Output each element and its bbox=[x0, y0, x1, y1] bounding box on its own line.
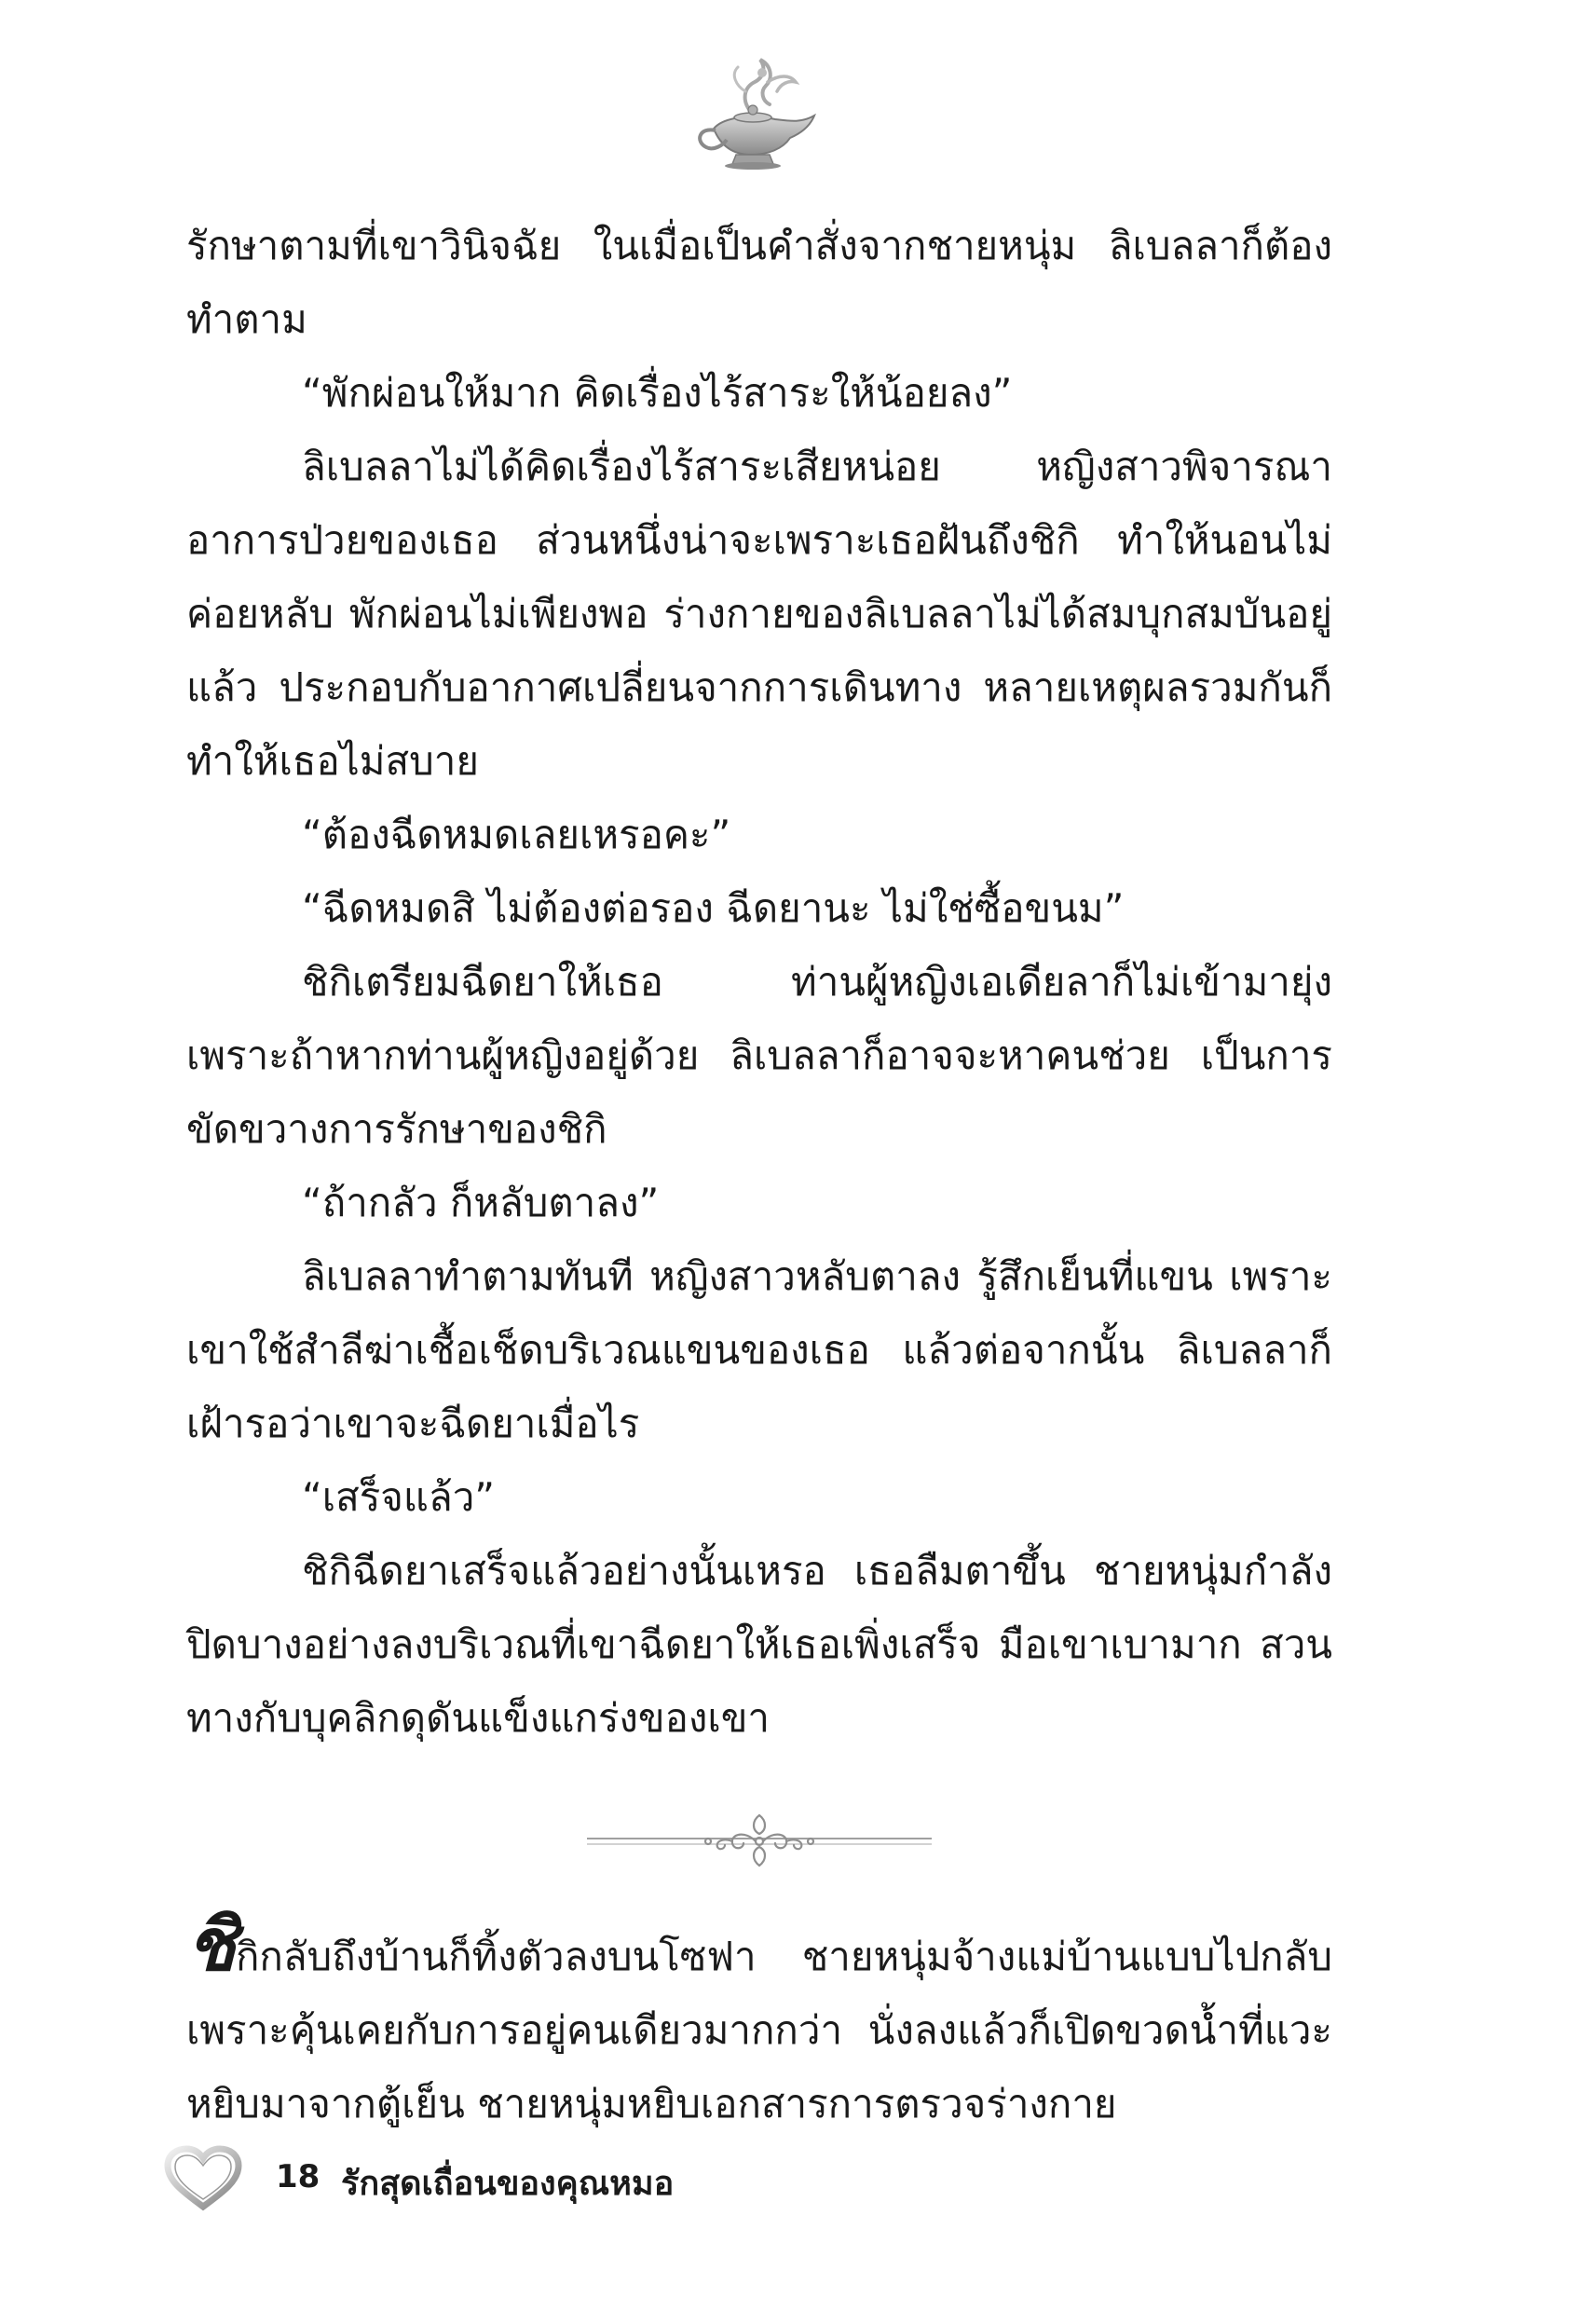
paragraph: “ถ้ากลัว ก็หลับตาลง” bbox=[302, 1180, 660, 1225]
paragraph: รักษาตามที่เขาวินิจฉัย ในเมื่อเป็นคำสั่งจากชายหนุ่ม ลิเบลลาก็ต้องทำตาม bbox=[186, 223, 1332, 342]
body-text bbox=[186, 209, 1332, 1755]
paragraph: ชิกิฉีดยาเสร็จแล้วอย่างนั้นเหรอ เธอลืมตาขึ้น ชายหนุ่มกำลังปิดบางอย่างลงบริเวณที่เขาฉีดยาให้เธอเพิ่งเสร็จ มือเขาเบามาก สวนทางกับบุคลิกดุดันแข็งแกร่งของเขา bbox=[186, 1548, 1332, 1741]
paragraph: ลิเบลลาไม่ได้คิดเรื่องไร้สาระเสียหน่อย หญิงสาวพิจารณาอาการป่วยของเธอ ส่วนหนึ่งน่าจะเพราะเธอฝันถึงชิกิ ทำให้นอนไม่ค่อยหลับ พักผ่อนไม่เพียงพอ ร่างกายของลิเบลลาไม่ได้สมบุกสมบันอยู่แล้ว ประกอบกับอากาศเปลี่ยนจากการเดินทาง หลายเหตุผลรวมกันก็ทำให้เธอไม่สบาย bbox=[186, 444, 1332, 784]
ornament-divider-icon bbox=[587, 1808, 932, 1873]
section-paragraph-text: กิกลับถึงบ้านก็ทิ้งตัวลงบนโซฟา ชายหนุ่มจ้างแม่บ้านแบบไปกลับ เพราะคุ้นเคยกับการอยู่คนเดียวมากกว่า นั่งลงแล้วก็เปิดขวดน้ำที่แวะหยิบมาจากตู้เย็น ชายหนุ่มหยิบเอกสารการตรวจร่างกาย bbox=[186, 1934, 1332, 2126]
book-title: รักสุดเถื่อนของคุณหมอ bbox=[341, 2165, 675, 2203]
heart-icon bbox=[164, 2145, 242, 2212]
page-footer bbox=[164, 2141, 1003, 2216]
genie-lamp-icon bbox=[686, 54, 825, 175]
page-number: 18 bbox=[276, 2158, 321, 2195]
paragraph: ลิเบลลาทำตามทันที หญิงสาวหลับตาลง รู้สึกเย็นที่แขน เพราะเขาใช้สำลีฆ่าเชื้อเช็ดบริเวณแขนของเธอ แล้วต่อจากนั้น ลิเบลลาก็เฝ้ารอว่าเขาจะฉีดยาเมื่อไร bbox=[186, 1253, 1332, 1446]
paragraph: “ฉีดหมดสิ ไม่ต้องต่อรอง ฉีดยานะ ไม่ใช่ซื้อขนม” bbox=[302, 885, 1125, 931]
paragraph: “เสร็จแล้ว” bbox=[302, 1474, 496, 1520]
paragraph: ชิกิเตรียมฉีดยาให้เธอ ท่านผู้หญิงเอเดียลาก็ไม่เข้ามายุ่ง เพราะถ้าหากท่านผู้หญิงอยู่ด้วย ลิเบลลาก็อาจจะหาคนช่วย เป็นการขัดขวางการรักษาของชิกิ bbox=[186, 959, 1332, 1152]
paragraph: “ต้องฉีดหมดเลยเหรอคะ” bbox=[302, 812, 731, 857]
drop-cap: ชิ bbox=[186, 1903, 236, 1988]
section-paragraph bbox=[186, 1903, 1332, 2140]
paragraph: “พักผ่อนให้มาก คิดเรื่องไร้สาระให้น้อยลง” bbox=[302, 370, 1013, 416]
section-text bbox=[186, 1903, 1332, 2140]
